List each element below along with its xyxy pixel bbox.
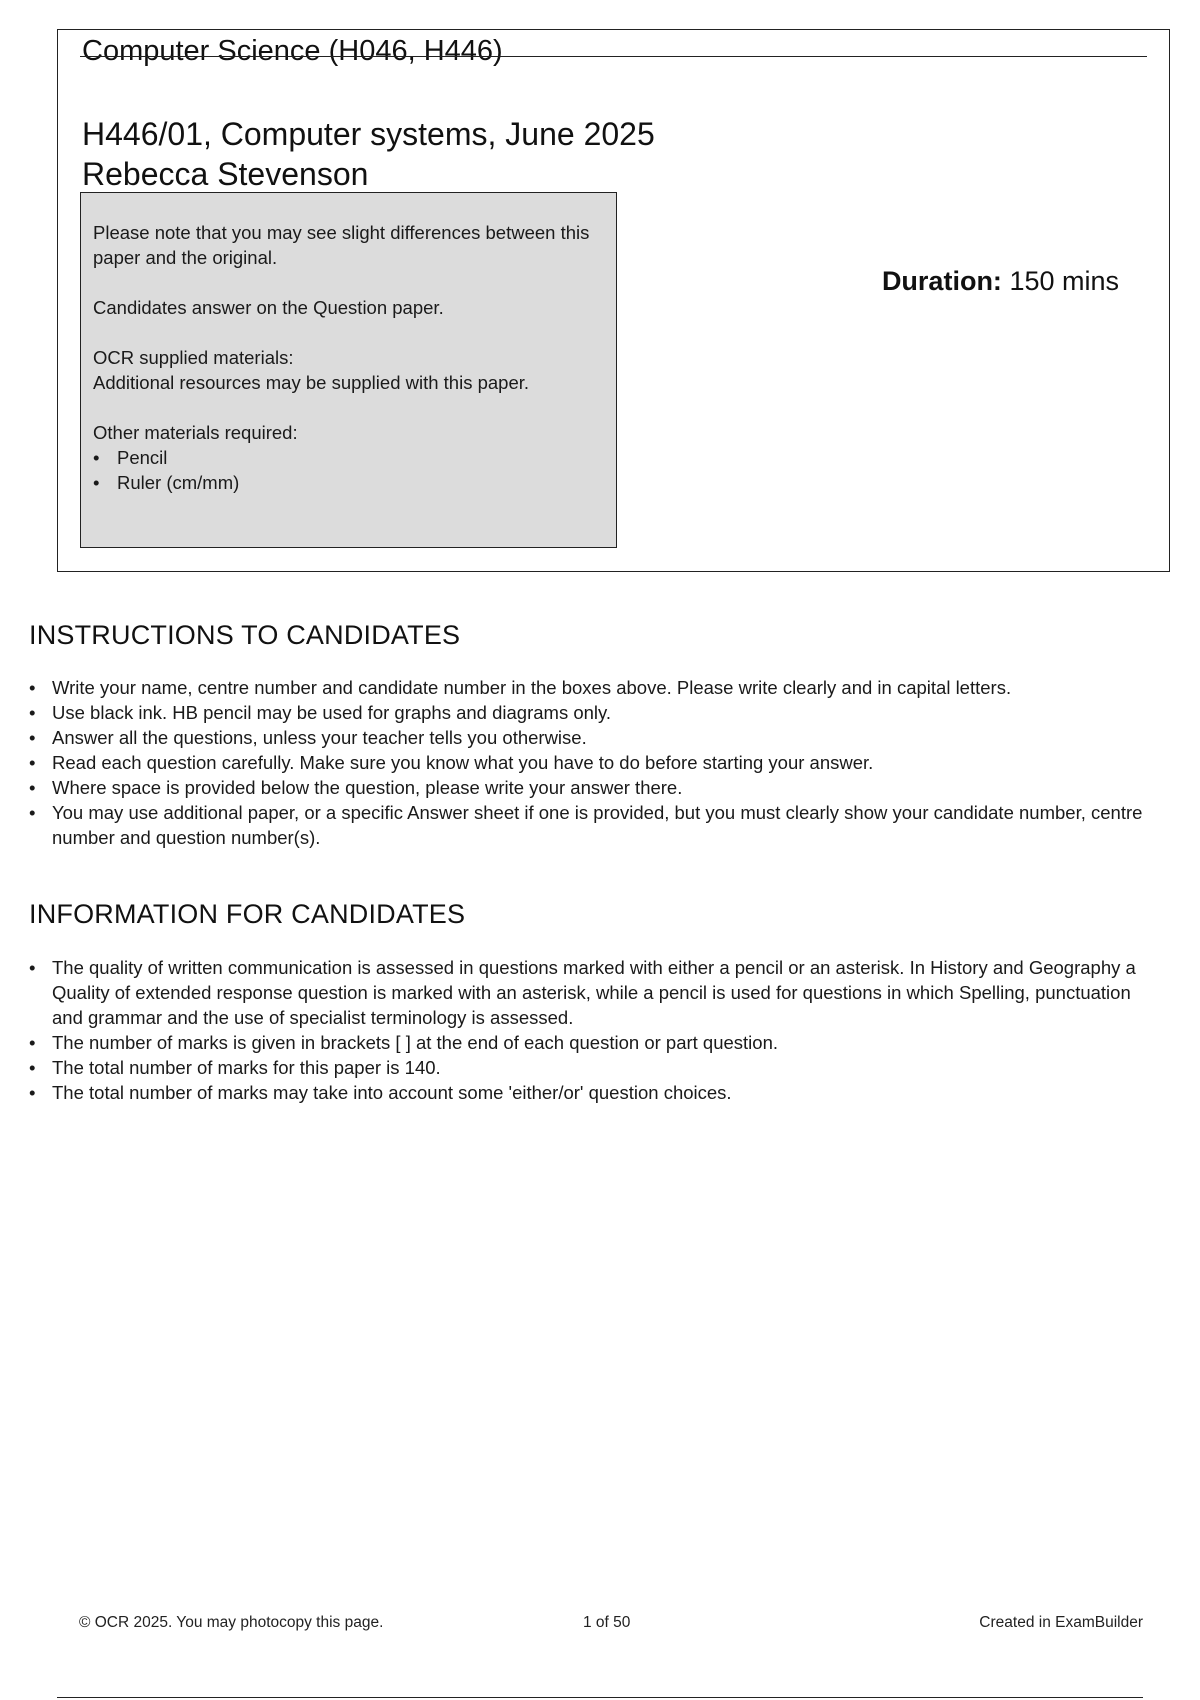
list-item: • Use black ink. HB pencil may be used for graphs and diagrams only. (29, 700, 1159, 725)
difference-note: Please note that you may see slight differences between this paper and the original. (93, 222, 590, 268)
title-rule (80, 56, 1147, 57)
list-item: • The total number of marks may take into account some 'either/or' question choices. (29, 1080, 1159, 1105)
list-item: • Pencil (93, 445, 604, 470)
list-item: • The number of marks is given in brackets [ ] at the end of each question or part question. (29, 1030, 1159, 1055)
list-item: • Read each question carefully. Make sure you know what you have to do before starting your answer. (29, 750, 1159, 775)
footer-copyright: © OCR 2025. You may photocopy this page. (79, 1614, 384, 1631)
author-name: Rebecca Stevenson (82, 156, 369, 192)
list-item: • The total number of marks for this paper is 140. (29, 1055, 1159, 1080)
list-item: • Write your name, centre number and candidate number in the boxes above. Please write clearly and in capital letters. (29, 675, 1159, 700)
instructions-heading: INSTRUCTIONS TO CANDIDATES (29, 620, 461, 650)
list-item: • You may use additional paper, or a specific Answer sheet if one is provided, but you must clearly show your candidate number, centre number and question number(s). (29, 800, 1159, 850)
information-heading: INFORMATION FOR CANDIDATES (29, 899, 466, 929)
duration-label: Duration: (881, 266, 1002, 296)
instructions-list (29, 675, 1159, 850)
other-materials-list (93, 445, 604, 495)
supplied-materials-label: OCR supplied materials: (93, 347, 294, 368)
materials-notes-box (80, 192, 617, 548)
duration-value: 150 mins (1009, 266, 1119, 296)
paper-title: H446/01, Computer systems, June 2025 (82, 116, 655, 152)
other-materials-label: Other materials required: (93, 422, 298, 443)
list-item: • Where space is provided below the question, please write your answer there. (29, 775, 1159, 800)
bottom-rule (57, 1697, 1143, 1698)
course-title: Computer Science (H046, H446) (82, 35, 503, 67)
footer-created-with: Created in ExamBuilder (979, 1614, 1143, 1631)
list-item: • The quality of written communication is assessed in questions marked with either a pencil or an asterisk. In History and Geography a Quality of extended response question is marked with an asterisk, while a pencil is used for questions in which Spelling, punctuation and grammar and the use of specialist terminology is assessed. (29, 955, 1159, 1030)
duration (882, 266, 1119, 297)
list-item: • Ruler (cm/mm) (93, 470, 604, 495)
footer-page-number: 1 of 50 (583, 1614, 631, 1631)
answer-note: Candidates answer on the Question paper. (93, 297, 444, 318)
supplied-materials-text: Additional resources may be supplied with this paper. (93, 372, 530, 393)
paper-header (57, 29, 1170, 572)
list-item: • Answer all the questions, unless your teacher tells you otherwise. (29, 725, 1159, 750)
information-list (29, 955, 1159, 1105)
